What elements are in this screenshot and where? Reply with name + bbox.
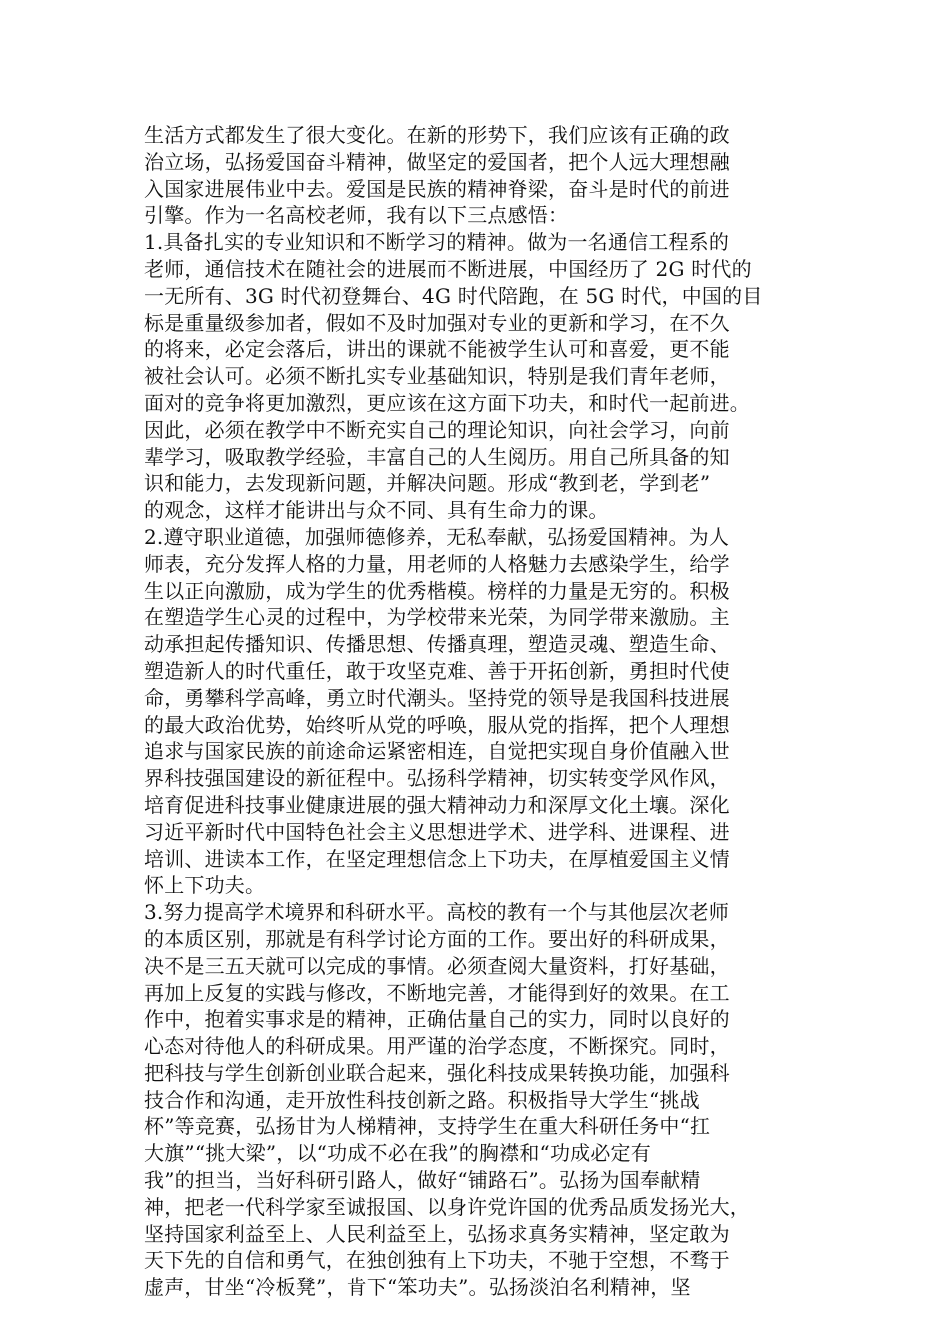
- text-line: 命，勇攀科学高峰，勇立时代潮头。坚持党的领导是我国科技进展: [144, 685, 730, 710]
- text-line: 培训、进读本工作，在坚定理想信念上下功夫，在厚植爱国主义情: [144, 846, 730, 871]
- text-line: 塑造新人的时代重任，敢于攻坚克难、善于开拓创新，勇担时代使: [144, 658, 730, 683]
- text-line: 老师，通信技术在随社会的进展而不断进展，中国经历了 2G 时代的: [144, 256, 752, 281]
- text-line: 神，把老一代科学家至诚报国、以身许党许国的优秀品质发扬光大，: [144, 1194, 750, 1219]
- text-line: 识和能力，去发现新问题，并解决问题。形成“教到老，学到老”: [144, 471, 711, 496]
- text-line: 引擎。作为一名高校老师，我有以下三点感悟：: [144, 203, 569, 228]
- text-line: 3.努力提高学术境界和科研水平。高校的教有一个与其他层次老师: [144, 900, 730, 925]
- text-line: 的最大政治优势，始终听从党的呼唤，服从党的指挥，把个人理想: [144, 712, 730, 737]
- text-line: 一无所有、3G 时代初登舞台、4G 时代陪跑，在 5G 时代，中国的目: [144, 283, 763, 308]
- text-line: 技合作和沟通，走开放性科技创新之路。积极指导大学生“挑战: [144, 1087, 700, 1112]
- text-line: 因此，必须在教学中不断充实自己的理论知识，向社会学习，向前: [144, 417, 730, 442]
- text-line: 怀上下功夫。: [144, 873, 266, 898]
- text-line: 的将来，必定会落后，讲出的课就不能被学生认可和喜爱，更不能: [144, 337, 730, 362]
- text-line: 我”的担当，当好科研引路人，做好“铺路石”。弘扬为国奉献精: [144, 1168, 701, 1193]
- text-line: 坚持国家利益至上、人民利益至上，弘扬求真务实精神，坚定敢为: [144, 1221, 730, 1246]
- text-line: 杯”等竞赛，弘扬甘为人梯精神，支持学生在重大科研任务中“扛: [144, 1114, 711, 1139]
- text-line: 把科技与学生创新创业联合起来，强化科技成果转换功能，加强科: [144, 1060, 730, 1085]
- body-text: [144, 122, 824, 1301]
- text-line: 治立场，弘扬爱国奋斗精神，做坚定的爱国者，把个人远大理想融: [144, 149, 730, 174]
- text-line: 动承担起传播知识、传播思想、传播真理，塑造灵魂、塑造生命、: [144, 632, 730, 657]
- text-line: 被社会认可。必须不断扎实专业基础知识，特别是我们青年老师，: [144, 364, 730, 389]
- text-line: 2.遵守职业道德，加强师德修养，无私奉献，弘扬爱国精神。为人: [144, 524, 730, 549]
- text-line: 面对的竞争将更加激烈，更应该在这方面下功夫，和时代一起前进。: [144, 390, 750, 415]
- text-line: 决不是三五天就可以完成的事情。必须查阅大量资料，打好基础，: [144, 953, 730, 978]
- text-line: 追求与国家民族的前途命运紧密相连，自觉把实现自身价值融入世: [144, 739, 730, 764]
- text-line: 心态对待他人的科研成果。用严谨的治学态度，不断探究。同时，: [144, 1034, 730, 1059]
- text-line: 的本质区别，那就是有科学讨论方面的工作。要出好的科研成果，: [144, 926, 730, 951]
- text-line: 入国家进展伟业中去。爱国是民族的精神脊梁，奋斗是时代的前进: [144, 176, 730, 201]
- text-line: 辈学习，吸取教学经验，丰富自己的人生阅历。用自己所具备的知: [144, 444, 730, 469]
- text-line: 的观念，这样才能讲出与众不同、具有生命力的课。: [144, 498, 609, 523]
- text-line: 大旗”“挑大梁”，以“功成不必在我”的胸襟和“功成必定有: [144, 1141, 651, 1166]
- text-line: 天下先的自信和勇气，在独创独有上下功夫，不驰于空想，不骛于: [144, 1248, 730, 1273]
- text-line: 在塑造学生心灵的过程中，为学校带来光荣，为同学带来激励。主: [144, 605, 730, 630]
- text-line: 生以正向激励，成为学生的优秀楷模。榜样的力量是无穷的。积极: [144, 578, 730, 603]
- text-line: 再加上反复的实践与修改，不断地完善，才能得到好的效果。在工: [144, 980, 730, 1005]
- text-line: 师表，充分发挥人格的力量，用老师的人格魅力去感染学生，给学: [144, 551, 730, 576]
- text-line: 界科技强国建设的新征程中。弘扬科学精神，切实转变学风作风，: [144, 766, 730, 791]
- text-line: 标是重量级参加者，假如不及时加强对专业的更新和学习，在不久: [144, 310, 730, 335]
- text-line: 习近平新时代中国特色社会主义思想进学术、进学科、进课程、进: [144, 819, 730, 844]
- text-line: 作中，抱着实事求是的精神，正确估量自己的实力，同时以良好的: [144, 1007, 730, 1032]
- text-line: 生活方式都发生了很大变化。在新的形势下，我们应该有正确的政: [144, 123, 730, 147]
- text-line: 培育促进科技事业健康进展的强大精神动力和深厚文化土壤。深化: [144, 792, 730, 817]
- text-line: 1.具备扎实的专业知识和不断学习的精神。做为一名通信工程系的: [144, 230, 730, 255]
- text-line: 虚声，甘坐“冷板凳”，肯下“笨功夫”。弘扬淡泊名利精神，坚: [144, 1275, 691, 1300]
